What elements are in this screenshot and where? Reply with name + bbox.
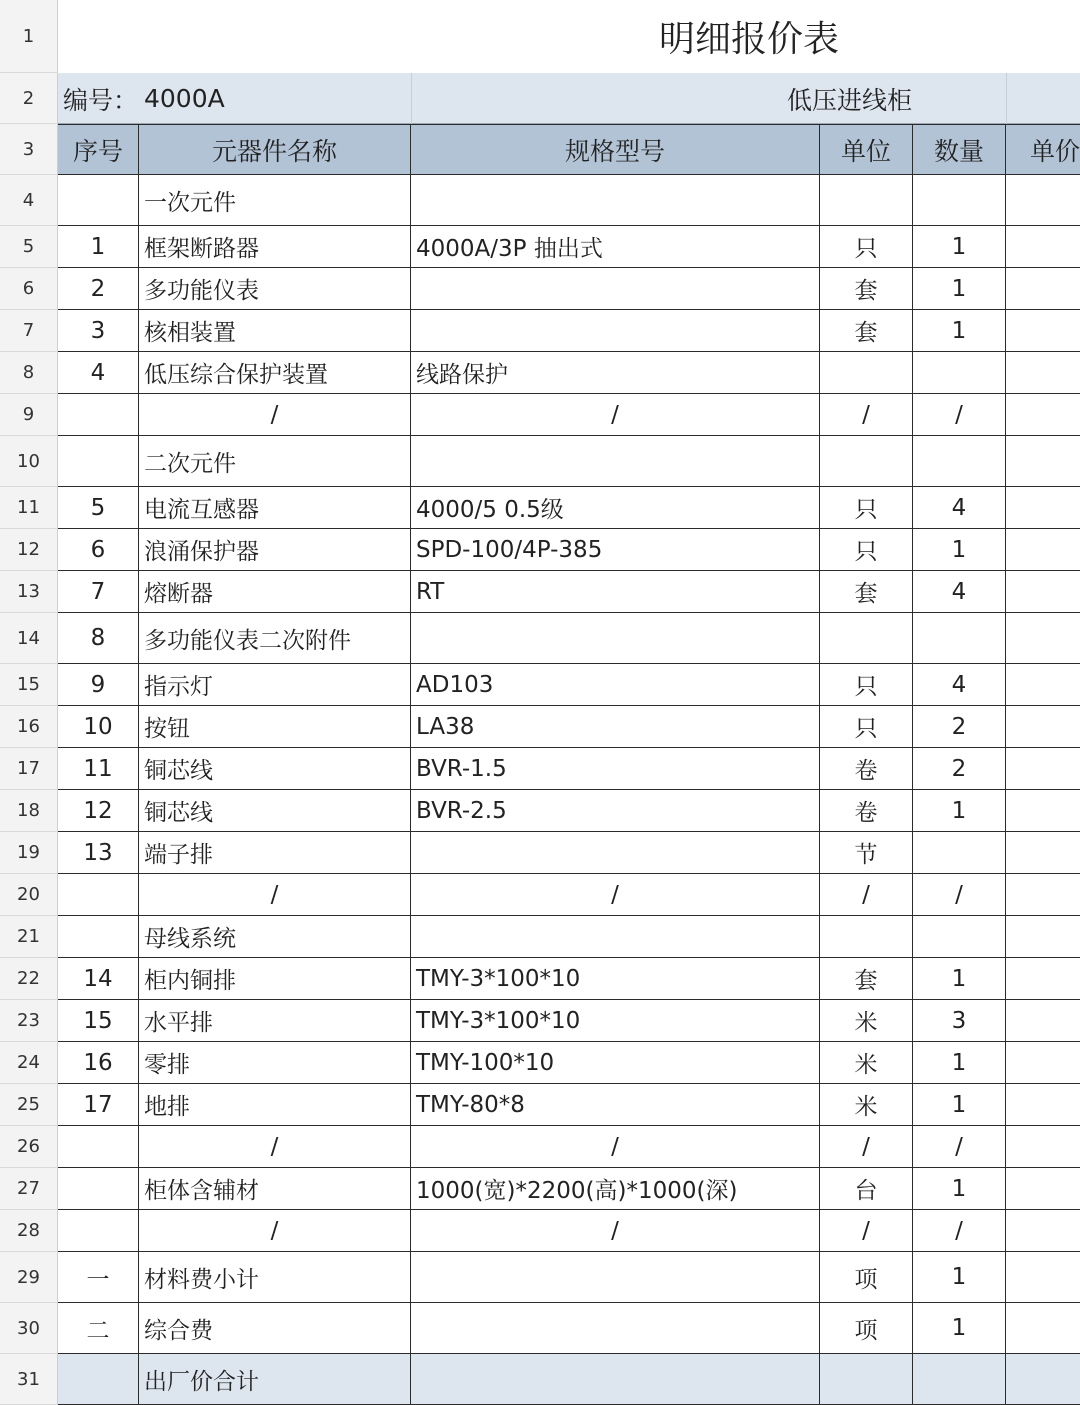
table-cell[interactable] [1006,352,1080,394]
table-cell[interactable] [1006,310,1080,352]
table-cell[interactable]: 套 [820,571,913,613]
table-cell[interactable] [1006,1168,1080,1210]
table-cell[interactable]: 4000A/3P 抽出式 [411,226,820,268]
table-cell[interactable]: 台 [820,1168,913,1210]
table-cell[interactable]: 套 [820,958,913,1000]
table-cell[interactable]: 水平排 [139,1000,411,1042]
table-cell[interactable]: 14 [58,958,139,1000]
table-cell[interactable]: / [139,1210,411,1252]
table-cell[interactable]: / [820,1126,913,1168]
sheet-title[interactable]: 明细报价表 [658,19,839,60]
row-header[interactable]: 12 [0,529,58,571]
row-header[interactable]: 24 [0,1042,58,1084]
table-cell[interactable] [1006,175,1080,226]
table-cell[interactable]: 6 [58,529,139,571]
table-cell[interactable] [1006,1303,1080,1354]
table-cell[interactable] [1006,874,1080,916]
table-cell[interactable]: 1 [913,268,1006,310]
table-cell[interactable] [820,175,913,226]
table-cell[interactable]: 地排 [139,1084,411,1126]
column-header[interactable]: 单位 [820,124,913,175]
table-cell[interactable]: 只 [820,487,913,529]
row-header[interactable]: 14 [0,613,58,664]
table-cell[interactable] [1006,706,1080,748]
table-cell[interactable]: 4 [913,664,1006,706]
table-cell[interactable]: / [411,1126,820,1168]
table-cell[interactable]: 米 [820,1084,913,1126]
table-cell[interactable]: / [139,394,411,436]
table-cell[interactable]: 零排 [139,1042,411,1084]
table-cell[interactable]: 电流互感器 [139,487,411,529]
table-cell[interactable]: / [913,1126,1006,1168]
table-cell[interactable] [1006,613,1080,664]
table-cell[interactable]: 套 [820,268,913,310]
table-cell[interactable] [913,916,1006,958]
table-cell[interactable]: 框架断路器 [139,226,411,268]
row-header[interactable]: 18 [0,790,58,832]
table-cell[interactable]: / [139,874,411,916]
table-cell[interactable]: AD103 [411,664,820,706]
table-cell[interactable]: 卷 [820,748,913,790]
table-cell[interactable]: RT [411,571,820,613]
table-cell[interactable] [1006,1042,1080,1084]
row-header[interactable]: 23 [0,1000,58,1042]
column-header[interactable]: 序号 [58,124,139,175]
table-cell[interactable] [913,1354,1006,1405]
table-cell[interactable] [820,1354,913,1405]
table-cell[interactable] [58,916,139,958]
table-cell[interactable]: / [820,874,913,916]
table-cell[interactable]: 2 [913,706,1006,748]
table-cell[interactable]: / [913,874,1006,916]
table-cell[interactable]: 1 [913,1252,1006,1303]
table-cell[interactable] [1006,394,1080,436]
table-cell[interactable] [1006,436,1080,487]
table-cell[interactable] [913,613,1006,664]
table-cell[interactable] [1006,571,1080,613]
table-cell[interactable]: 15 [58,1000,139,1042]
table-cell[interactable]: 母线系统 [139,916,411,958]
table-cell[interactable]: 卷 [820,790,913,832]
table-cell[interactable]: 核相装置 [139,310,411,352]
table-cell[interactable]: 指示灯 [139,664,411,706]
table-cell[interactable] [1006,1084,1080,1126]
table-cell[interactable]: 浪涌保护器 [139,529,411,571]
row-header[interactable]: 1 [0,0,58,73]
table-cell[interactable]: 米 [820,1000,913,1042]
table-cell[interactable]: 材料费小计 [139,1252,411,1303]
table-cell[interactable]: 低压综合保护装置 [139,352,411,394]
table-cell[interactable] [1006,958,1080,1000]
table-cell[interactable] [58,1126,139,1168]
table-cell[interactable]: 9 [58,664,139,706]
table-cell[interactable]: / [820,1210,913,1252]
row-header[interactable]: 29 [0,1252,58,1303]
row-header[interactable]: 30 [0,1303,58,1354]
table-cell[interactable] [411,832,820,874]
table-cell[interactable]: 二次元件 [139,436,411,487]
table-cell[interactable] [1006,1252,1080,1303]
row-header[interactable]: 7 [0,310,58,352]
table-cell[interactable] [913,436,1006,487]
table-cell[interactable]: / [913,1210,1006,1252]
table-cell[interactable]: 多功能仪表 [139,268,411,310]
table-cell[interactable]: 7 [58,571,139,613]
table-cell[interactable]: 12 [58,790,139,832]
table-cell[interactable] [1006,1000,1080,1042]
table-cell[interactable]: 线路保护 [411,352,820,394]
table-cell[interactable] [1006,268,1080,310]
table-cell[interactable] [913,175,1006,226]
row-header[interactable]: 13 [0,571,58,613]
row-header[interactable]: 16 [0,706,58,748]
table-cell[interactable] [1006,916,1080,958]
table-cell[interactable]: TMY-3*100*10 [411,958,820,1000]
table-cell[interactable]: 柜体含辅材 [139,1168,411,1210]
table-cell[interactable] [913,832,1006,874]
table-cell[interactable]: 4 [913,571,1006,613]
table-cell[interactable] [1006,529,1080,571]
table-cell[interactable]: 3 [913,1000,1006,1042]
row-header[interactable]: 10 [0,436,58,487]
table-cell[interactable] [58,1168,139,1210]
table-cell[interactable]: 4 [58,352,139,394]
cabinet-type[interactable]: 低压进线柜 [787,85,913,115]
table-cell[interactable]: 项 [820,1303,913,1354]
table-cell[interactable]: 13 [58,832,139,874]
table-cell[interactable] [913,352,1006,394]
table-cell[interactable]: / [411,874,820,916]
table-cell[interactable]: 铜芯线 [139,790,411,832]
info-divider [1006,73,1007,124]
table-cell[interactable] [820,916,913,958]
table-cell[interactable] [1006,832,1080,874]
table-cell[interactable]: LA38 [411,706,820,748]
row-header[interactable]: 27 [0,1168,58,1210]
table-cell[interactable]: TMY-100*10 [411,1042,820,1084]
table-cell[interactable] [1006,487,1080,529]
table-cell[interactable]: SPD-100/4P-385 [411,529,820,571]
table-cell[interactable]: 4 [913,487,1006,529]
table-cell[interactable]: BVR-2.5 [411,790,820,832]
table-cell[interactable]: 8 [58,613,139,664]
table-cell[interactable]: 多功能仪表二次附件 [139,613,411,664]
table-cell[interactable]: / [139,1126,411,1168]
column-header[interactable]: 数量 [913,124,1006,175]
table-cell[interactable]: TMY-80*8 [411,1084,820,1126]
table-cell[interactable]: 1 [913,1168,1006,1210]
table-cell[interactable]: 1 [913,226,1006,268]
table-cell[interactable]: / [411,1210,820,1252]
table-cell[interactable]: 米 [820,1042,913,1084]
row-header[interactable]: 8 [0,352,58,394]
table-cell[interactable] [820,436,913,487]
table-cell[interactable]: 二 [58,1303,139,1354]
table-cell[interactable]: TMY-3*100*10 [411,1000,820,1042]
table-cell[interactable]: 2 [913,748,1006,790]
table-cell[interactable]: 一 [58,1252,139,1303]
table-cell[interactable]: 项 [820,1252,913,1303]
table-cell[interactable] [58,394,139,436]
row-header[interactable]: 22 [0,958,58,1000]
table-cell[interactable] [411,1252,820,1303]
table-cell[interactable]: 16 [58,1042,139,1084]
row-header[interactable]: 11 [0,487,58,529]
table-cell[interactable] [58,175,139,226]
row-header[interactable]: 19 [0,832,58,874]
table-cell[interactable] [1006,790,1080,832]
table-cell[interactable]: 4000/5 0.5级 [411,487,820,529]
table-cell[interactable] [58,1210,139,1252]
table-cell[interactable] [411,916,820,958]
table-cell[interactable]: 熔断器 [139,571,411,613]
row-header[interactable]: 3 [0,124,58,175]
table-cell[interactable] [1006,1354,1080,1405]
table-cell[interactable]: 17 [58,1084,139,1126]
table-cell[interactable]: 只 [820,706,913,748]
table-cell[interactable] [411,268,820,310]
row-header[interactable]: 21 [0,916,58,958]
code-label[interactable]: 编号： [63,85,138,115]
table-cell[interactable]: 1 [913,529,1006,571]
table-cell[interactable]: 柜内铜排 [139,958,411,1000]
row-header[interactable]: 6 [0,268,58,310]
column-header[interactable]: 单价 [1006,124,1080,175]
table-cell[interactable]: 只 [820,664,913,706]
row-header[interactable]: 26 [0,1126,58,1168]
table-cell[interactable] [1006,1210,1080,1252]
column-header[interactable]: 规格型号 [411,124,820,175]
table-cell[interactable]: 只 [820,226,913,268]
table-cell[interactable]: 1 [58,226,139,268]
table-cell[interactable]: / [411,394,820,436]
table-cell[interactable] [58,1354,139,1405]
table-cell[interactable]: 1 [913,1042,1006,1084]
table-cell[interactable]: 2 [58,268,139,310]
table-cell[interactable]: 端子排 [139,832,411,874]
table-cell[interactable] [58,874,139,916]
table-cell[interactable]: BVR-1.5 [411,748,820,790]
table-cell[interactable]: 一次元件 [139,175,411,226]
table-cell[interactable] [1006,664,1080,706]
table-cell[interactable] [820,352,913,394]
row-header[interactable]: 5 [0,226,58,268]
table-cell[interactable]: 按钮 [139,706,411,748]
row-header[interactable]: 9 [0,394,58,436]
table-cell[interactable]: 1 [913,1084,1006,1126]
table-cell[interactable] [1006,1126,1080,1168]
table-cell[interactable]: 套 [820,310,913,352]
table-cell[interactable] [411,310,820,352]
table-cell[interactable] [1006,748,1080,790]
table-cell[interactable]: 综合费 [139,1303,411,1354]
table-cell[interactable]: 节 [820,832,913,874]
column-header[interactable]: 元器件名称 [139,124,411,175]
table-cell[interactable]: 11 [58,748,139,790]
table-cell[interactable] [411,613,820,664]
table-cell[interactable]: / [820,394,913,436]
table-cell[interactable] [411,436,820,487]
table-cell[interactable]: 10 [58,706,139,748]
table-cell[interactable]: 1 [913,790,1006,832]
row-header[interactable]: 4 [0,175,58,226]
table-cell[interactable]: / [913,394,1006,436]
table-cell[interactable]: 3 [58,310,139,352]
table-cell[interactable]: 5 [58,487,139,529]
row-header[interactable]: 20 [0,874,58,916]
row-header[interactable]: 25 [0,1084,58,1126]
row-header[interactable]: 17 [0,748,58,790]
table-cell[interactable] [820,613,913,664]
table-cell[interactable]: 出厂价合计 [139,1354,411,1405]
table-cell[interactable]: 1 [913,310,1006,352]
table-cell[interactable] [411,175,820,226]
table-cell[interactable] [1006,226,1080,268]
table-cell[interactable] [411,1303,820,1354]
table-cell[interactable]: 只 [820,529,913,571]
row-header[interactable]: 2 [0,73,58,124]
table-cell[interactable]: 1 [913,958,1006,1000]
info-divider [411,73,412,124]
table-cell[interactable]: 1 [913,1303,1006,1354]
table-cell[interactable]: 铜芯线 [139,748,411,790]
row-header[interactable]: 31 [0,1354,58,1405]
row-header[interactable]: 15 [0,664,58,706]
table-cell[interactable]: 1000(宽)*2200(高)*1000(深) [411,1168,820,1210]
table-cell[interactable] [58,436,139,487]
code-value[interactable]: 4000A [144,84,225,113]
row-header[interactable]: 28 [0,1210,58,1252]
table-cell[interactable] [411,1354,820,1405]
